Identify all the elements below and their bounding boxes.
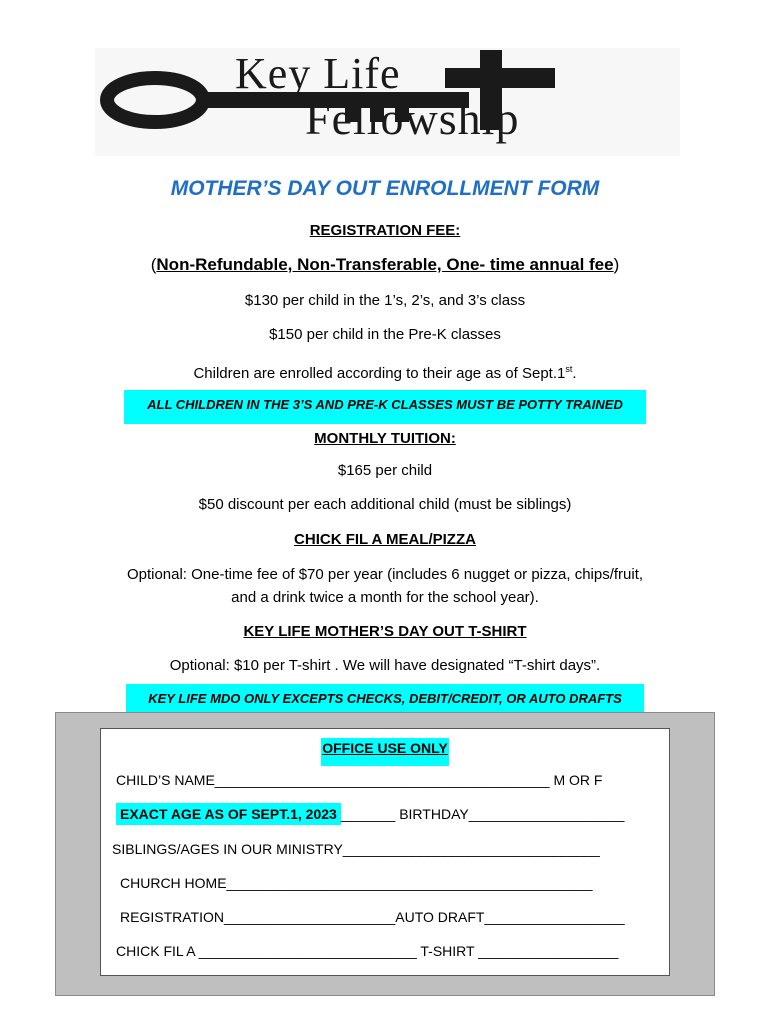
siblings-field[interactable]: SIBLINGS/AGES IN OUR MINISTRY_________________________________: [112, 841, 600, 857]
registration-auto-draft-field[interactable]: REGISTRATION______________________AUTO DRAFT__________________: [120, 909, 625, 925]
meal-heading: CHICK FIL A MEAL/PIZZA: [294, 531, 476, 548]
tuition-heading-row: [0, 430, 770, 448]
fee-note: Non-Refundable, Non-Transferable, One- time annual fee: [156, 255, 614, 274]
tshirt-heading-row: [0, 623, 770, 641]
registration-heading-row: [0, 222, 770, 240]
logo-text-key-life: Key Life: [235, 49, 401, 98]
key-life-fellowship-logo: [95, 48, 680, 156]
church-home-field[interactable]: CHURCH HOME_______________________________________________: [120, 875, 593, 891]
form-title: MOTHER’S DAY OUT ENROLLMENT FORM: [170, 177, 600, 200]
registration-heading: REGISTRATION FEE:: [309, 222, 461, 239]
tuition-heading: MONTHLY TUITION:: [314, 430, 456, 447]
tshirt-heading: KEY LIFE MOTHER’S DAY OUT T-SHIRT: [243, 623, 527, 640]
meal-line-1: Optional: One-time fee of $70 per year (includes 6 nugget or pizza, chips/fruit,: [126, 566, 644, 583]
chick-fil-a-tshirt-field[interactable]: CHICK FIL A ____________________________ T-SHIRT __________________: [116, 943, 619, 959]
registration-line-3: [0, 360, 770, 383]
enroll-age-period: .: [572, 365, 577, 382]
tshirt-line-1: Optional: $10 per T-shirt . We will have designated “T-shirt days”.: [169, 657, 601, 674]
office-use-heading-row: [0, 740, 770, 756]
enroll-age-sup: st: [565, 364, 573, 374]
logo-text-fellowship: Fellowship: [305, 93, 520, 144]
payment-notice: KEY LIFE MDO ONLY EXCEPTS CHECKS, DEBIT/CREDIT, OR AUTO DRAFTS: [126, 684, 644, 716]
fee-note-close-paren: ): [613, 255, 620, 274]
exact-age-row: [116, 806, 624, 822]
registration-line-1: $130 per child in the 1’s, 2’s, and 3’s class: [244, 292, 526, 309]
office-use-heading: OFFICE USE ONLY: [321, 738, 449, 766]
potty-notice: ALL CHILDREN IN THE 3’S AND PRE-K CLASSES MUST BE POTTY TRAINED: [124, 390, 646, 424]
exact-age-label: EXACT AGE AS OF SEPT.1, 2023: [116, 803, 341, 825]
exact-age-birthday-field[interactable]: _______ BIRTHDAY____________________: [340, 806, 625, 822]
fee-note-open-paren: (: [150, 255, 157, 274]
fee-note-row: [0, 256, 770, 274]
meal-heading-row: [0, 531, 770, 549]
enroll-age-text: Children are enrolled according to their age as of Sept.1: [193, 365, 566, 382]
registration-line-2: $150 per child in the Pre-K classes: [269, 326, 501, 343]
childs-name-field[interactable]: CHILD’S NAME___________________________________________ M OR F: [116, 772, 603, 788]
meal-line-2: and a drink twice a month for the school year).: [231, 589, 539, 606]
tuition-line-1: $165 per child: [337, 462, 433, 479]
potty-notice-row: [0, 390, 770, 424]
tuition-line-2: $50 discount per each additional child (must be siblings): [198, 496, 572, 513]
